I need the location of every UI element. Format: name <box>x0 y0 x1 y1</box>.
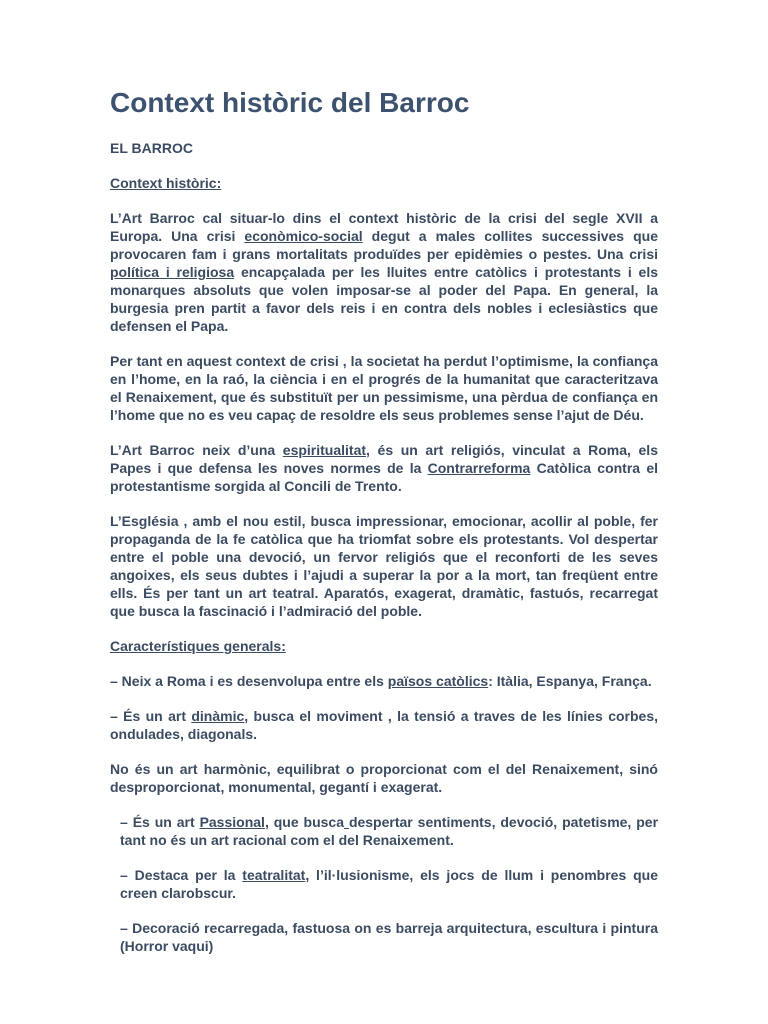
text: – És un art <box>110 708 192 724</box>
paragraph-context-1 <box>110 209 658 335</box>
list-item-6: – Decoració recarregada, fastuosa on es barreja arquitectura, escultura i pintura (Horror vaqui) <box>120 920 658 954</box>
link-dinamic[interactable]: dinàmic <box>191 708 245 724</box>
text: degut a males collites successives que provocaren fam i grans mortalitats produïdes per epidèmies o pestes. Una crisi <box>110 228 658 262</box>
text: – És un art <box>120 814 200 830</box>
text: , busca el moviment , la tensió a traves de les línies corbes, ondulades, diagonals. <box>110 708 658 742</box>
text: , que busca <box>264 814 345 830</box>
link-teatralitat[interactable]: teatralitat <box>242 867 306 883</box>
text: encapçalada per les lluites entre catòlics i protestants i els monarques absoluts que volen imposar-se al poder del Papa. En general, la burgesia pren partit a favor dels reis i en contra dels nobles i eclesiàstics que defensen el Papa. <box>110 264 658 334</box>
text: L’Art Barroc cal situar-lo dins el context històric de la crisi del segle XVII a Europa. Una crisi <box>110 210 658 244</box>
text: Catòlica contra el protestantisme sorgida al Concili de Trento. <box>110 460 658 494</box>
text: despertar sentiments, devoció, patetisme, per tant no és un art racional com el del Renaixement. <box>120 814 659 848</box>
text: L’Art Barroc neix d’una <box>110 442 283 458</box>
text: : Itàlia, Espanya, França. <box>488 673 652 689</box>
link-espiritualitat[interactable]: espiritualitat <box>282 442 367 458</box>
text: , és un art religiós, vinculat a Roma, els Papes i que defensa les noves normes de la <box>110 442 658 476</box>
heading-context: Context històric: <box>110 175 222 191</box>
list-item-1 <box>110 672 658 690</box>
link-paisos-catolics[interactable]: països catòlics <box>387 673 489 689</box>
list-item-4 <box>110 813 658 849</box>
page-title: Context històric del Barroc <box>110 87 470 118</box>
text: – Destaca per la <box>120 867 243 883</box>
paragraph-context-2: Per tant en aquest context de crisi , la societat ha perdut l’optimisme, la confiança en l’home, en la raó, la ciència i en el progrés de la humanitat que caracteritzava el Renaixement, que és substituït per un pessimisme, una pèrdua de confiança en l’home que no es veu capaç de resoldre els seus problemes sense l’ajut de Déu. <box>110 353 658 423</box>
paragraph-context-4: L’Església , amb el nou estil, busca impressionar, emocionar, acollir al poble, fer propaganda de la fe catòlica que ha triomfat sobre els protestants. Vol despertar entre el poble una devoció, un fervor religiós que el reconforti de les seves angoixes, els seus dubtes i l’ajudi a superar la por a la mort, tan freqüent entre ells. És per tant un art teatral. Aparatós, exagerat, dramàtic, fastuós, recarregat que busca la fascinació i l’admiració del poble. <box>110 513 658 619</box>
section-label: EL BARROC <box>110 140 193 156</box>
text: , l’il·lusionisme, els jocs de llum i penombres que creen clarobscur. <box>120 867 658 901</box>
list-item-2 <box>110 707 658 743</box>
text: – Neix a Roma i es desenvolupa entre els <box>110 673 388 689</box>
paragraph-context-3 <box>110 441 658 495</box>
link-politica-religiosa[interactable]: política i religiosa <box>110 264 235 280</box>
heading-characteristics: Característiques generals: <box>110 638 286 654</box>
link-contrarreforma[interactable]: Contrarreforma <box>427 460 531 476</box>
link-economico-social[interactable]: econòmico-social <box>244 228 363 244</box>
link-passional[interactable]: Passional <box>199 814 265 830</box>
list-item-5 <box>110 866 658 902</box>
list-item-3: No és un art harmònic, equilibrat o proporcionat com el del Renaixement, sinó desproporcionat, monumental, gegantí i exagerat. <box>110 761 658 795</box>
